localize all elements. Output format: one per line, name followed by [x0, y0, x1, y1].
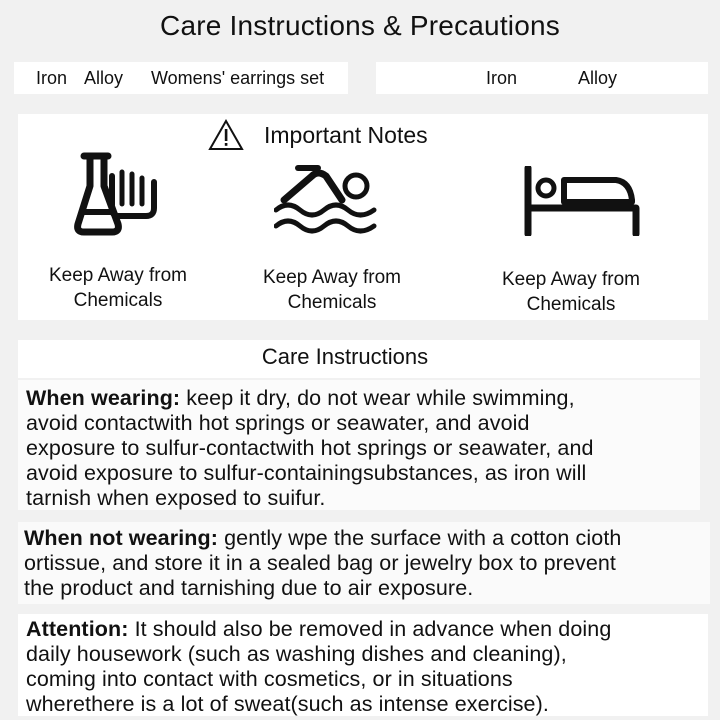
- note-line: Chemicals: [287, 292, 377, 313]
- note-sleeping: [471, 267, 671, 317]
- section-label: When not wearing:: [24, 526, 218, 550]
- paragraph-line: avoid contactwith hot springs or seawater, and avoid: [26, 411, 530, 435]
- paragraph-line: coming into contact with cosmetics, or in situations: [26, 667, 513, 691]
- tag-alloy: Alloy: [84, 68, 124, 88]
- paragraph-line: [24, 526, 710, 551]
- important-notes-title: Important Notes: [264, 121, 428, 148]
- tag-iron: Iron: [36, 68, 68, 88]
- paragraph-line: [26, 386, 700, 411]
- swimming-icon: [274, 160, 378, 238]
- note-chemicals: [18, 263, 218, 313]
- note-line: Keep Away from: [48, 265, 187, 286]
- note-line: Chemicals: [526, 294, 616, 315]
- bed-icon: [524, 166, 640, 236]
- page-title: Care Instructions & Precautions: [160, 10, 560, 41]
- section-attention: [18, 614, 708, 716]
- material-tag-left: [14, 62, 348, 94]
- care-instructions-title: Care Instructions: [261, 344, 429, 369]
- paragraph-line: wherethere is a lot of sweat(such as intense exercise).: [26, 692, 549, 716]
- paragraph-line: the product and tarnishing due to air exposure.: [24, 576, 474, 600]
- section-label: Attention:: [26, 617, 129, 641]
- warning-icon: [208, 119, 244, 151]
- tag-alloy: Alloy: [578, 68, 618, 88]
- note-line: Keep Away from: [501, 269, 640, 290]
- tag-iron: Iron: [486, 68, 518, 88]
- paragraph-line: ortissue, and store it in a sealed bag or jewelry box to prevent: [24, 551, 617, 575]
- paragraph-line: exposure to sulfur-contactwith hot springs or seawater, and: [26, 436, 594, 460]
- chemicals-icon: [74, 152, 158, 236]
- line-text: keep it dry, do not wear while swimming,: [180, 386, 575, 410]
- paragraph-line: avoid exposure to sulfur-containingsubstances, as iron will: [26, 461, 587, 485]
- material-tag-right: [376, 62, 708, 94]
- note-line: Keep Away from: [262, 267, 401, 288]
- important-notes-header: [208, 118, 428, 152]
- paragraph-line: [26, 617, 708, 642]
- section-when-wearing: [18, 380, 700, 510]
- note-line: Chemicals: [73, 290, 163, 311]
- paragraph-line: tarnish when exposed to suifur.: [26, 486, 326, 510]
- note-swimming: [232, 265, 432, 315]
- section-when-not-wearing: [18, 522, 710, 604]
- line-text: gently wpe the surface with a cotton cioth: [218, 526, 622, 550]
- paragraph-line: daily housework (such as washing dishes and cleaning),: [26, 642, 567, 666]
- tag-product: Womens' earrings set: [151, 68, 325, 88]
- line-text: It should also be removed in advance when doing: [128, 617, 612, 641]
- section-label: When wearing:: [26, 386, 181, 410]
